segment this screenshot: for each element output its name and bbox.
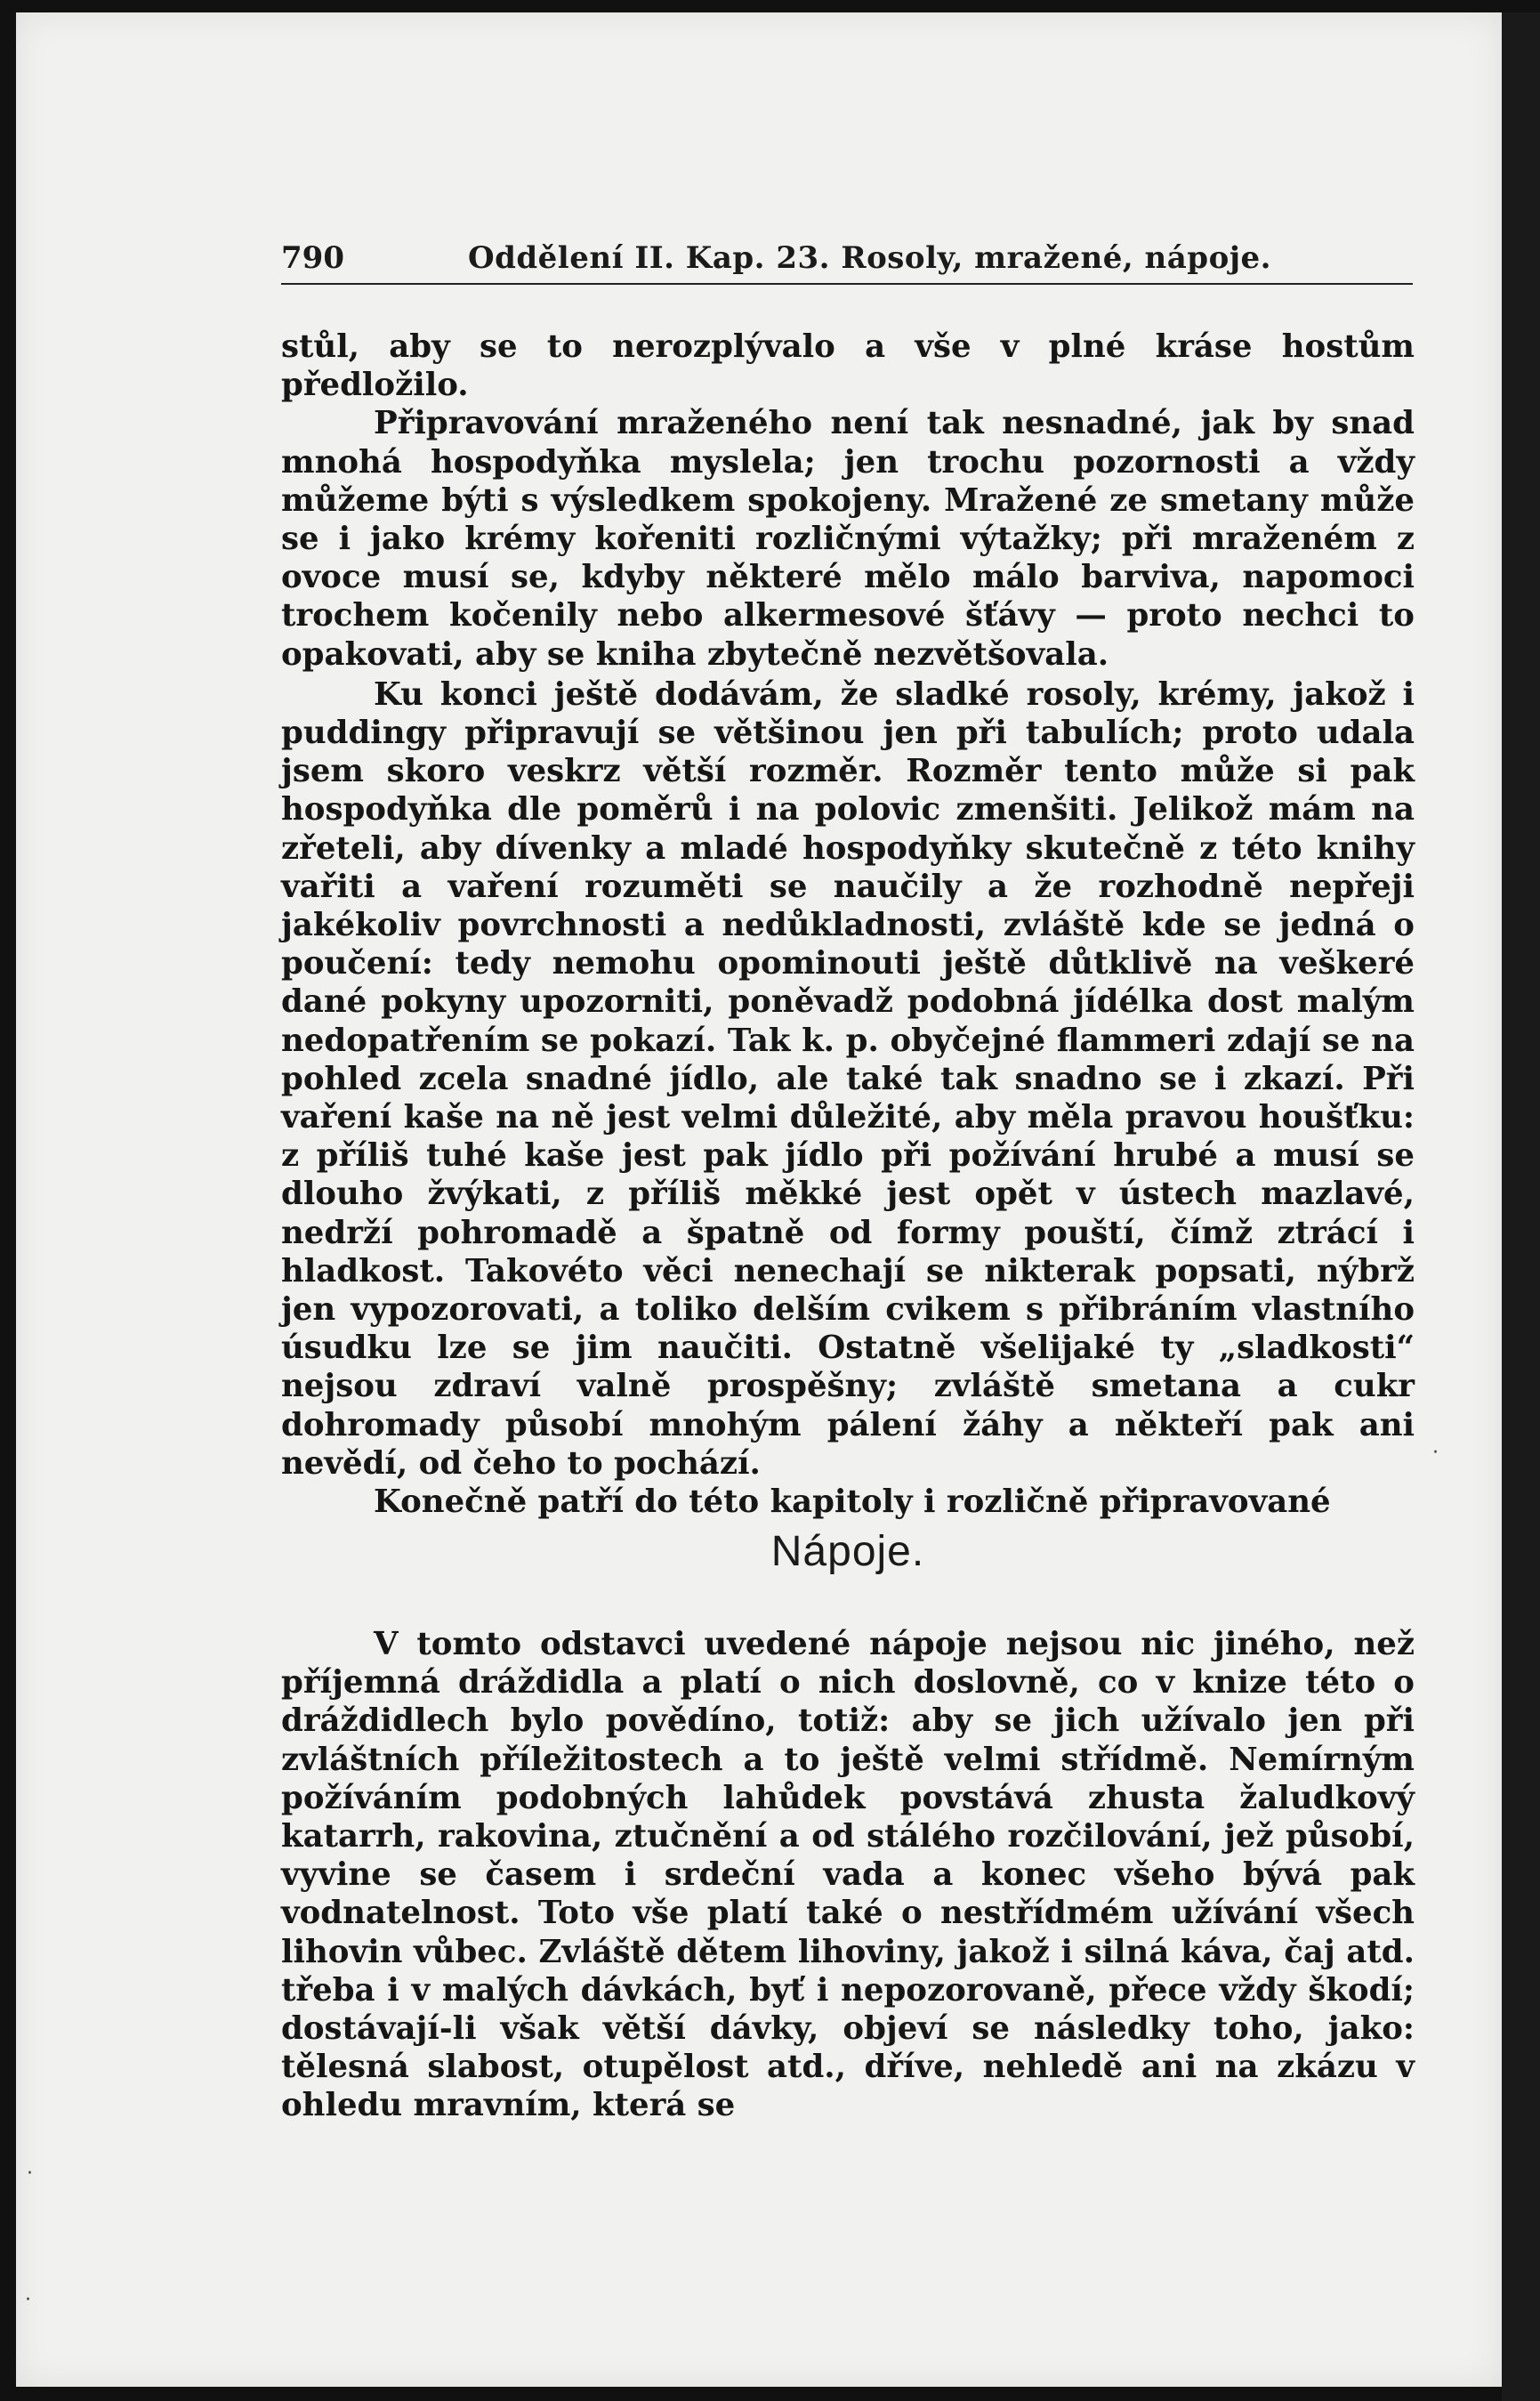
paragraph-napoje: V tomto odstavci uvedené nápoje nejsou nic jiného, než příjemná dráždidla a platí o nich doslovně, co v knize této o dráždidlech bylo povědíno, totiž: aby se jich užívalo jen při zvláštních příležitostech a to ještě velmi střídmě. Nemírným požíváním podobných lahůdek povstává zhusta žaludkový katarrh, rakovina, ztučnění a od stálého rozčilování, jež působí, vyvine se časem i srdeční vada a konec všeho bývá pak vodnatelnost. Toto vše platí také o nestřídmém užívání všech lihovin vůbec. Zvláště dětem lihoviny, jakož i silná káva, čaj atd. třeba i v malých dávkách, byť i nepozorovaně, přece vždy škodí; dostávají-li však větší dávky, objeví se následky toho, jako: tělesná slabost, otupělost atd., dříve, nehledě ani na zkázu v ohledu mravním, která se <box>281 1626 1415 2124</box>
paragraph-rosoly: Ku konci ještě dodávám, že sladké rosoly, krémy, jakož i puddingy připravují se většinou jen při tabulích; proto udala jsem skoro veskrz větší rozměr. Rozměr tento může si pak hospodyňka dle poměrů i na polovic zmenšiti. Jelikož mám na zřeteli, aby dívenky a mladé hospodyňky skutečně z této knihy vařiti a vaření rozuměti se naučily a že rozhodně nepřeji jakékoliv povrchnosti a nedůkladnosti, zvláště kde se jedná o poučení: tedy nemohu opominouti ještě důtklivě na veškeré dané pokyny upozorniti, poněvadž podobná jídélka dost malým nedopatřením se pokazí. Tak k. p. obyčejné flammeri zdají se na pohled zcela snadné jídlo, ale také tak snadno se i zkazí. Při vaření kaše na ně jest velmi důležité, aby měla pravou houšťku: z příliš tuhé kaše jest pak jídlo při požívání hrubé a musí se dlouho žvýkati, z příliš měkké jest opět v ústech mazlavé, nedrží pohromadě a špatně od formy pouští, čímž ztrácí i hladkost. Takovéto věci nenechají se nikterak popsati, nýbrž jen vypozorovati, a toliko delším cvikem s přibráním vlastního úsudku lze se jim naučiti. Ostatně všelijaké ty „sladkosti“ nejsou zdraví valně prospěšny; zvláště smetana a cukr dohromady působí mnohým pálení žáhy a někteří pak ani nevědí, od čeho to pochází. <box>281 675 1415 1482</box>
text-block-upper <box>281 327 1415 1521</box>
scan-speck: · <box>25 2289 31 2311</box>
running-title: Oddělení II. Kap. 23. Rosoly, mražené, nápoje. <box>468 240 1272 276</box>
text-block-lower <box>281 1625 1415 2125</box>
paragraph-continuation: stůl, aby se to nerozplývalo a vše v plné kráse hostům předložilo. <box>281 328 1415 404</box>
paragraph-mrazene: Připravování mraženého není tak nesnadné, jak by snad mnohá hospodyňka myslela; jen trochu pozornosti a vždy můžeme býti s výsledkem spokojeny. Mražené ze smetany může se i jako krémy kořeniti rozličnými výtažky; při mraženém z ovoce musí se, kdyby některé mělo málo barviva, napomoci trochem kočenily nebo alkermesové šťávy — proto nechci to opakovati, aby se kniha zbytečně nezvětšovala. <box>281 405 1415 673</box>
scan-speck: · <box>1432 1442 1439 1464</box>
paragraph-intro-napoje: Konečně patří do této kapitoly i rozličně připravované <box>374 1483 1331 1521</box>
page-number: 790 <box>281 240 344 276</box>
scan-speck: · <box>27 2163 33 2185</box>
scan-right-edge <box>1502 12 1540 2401</box>
section-title: Nápoje. <box>770 1528 925 1575</box>
page-header <box>281 240 1413 285</box>
